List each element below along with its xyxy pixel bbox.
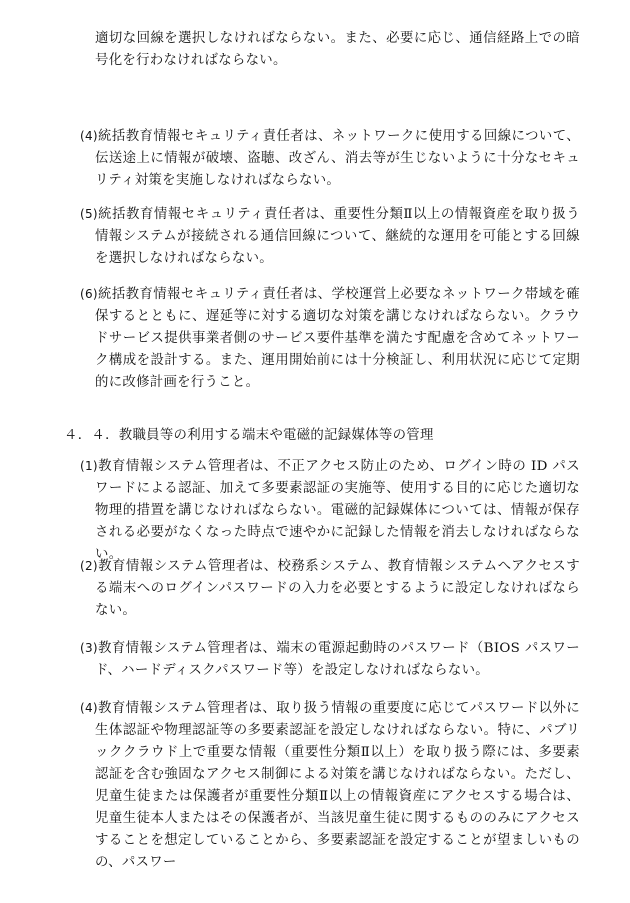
item-text: 教育情報システム管理者は、校務系システム、教育情報システムへアクセスする端末へのログインパスワードの入力を必要とするように設定しなければならない。 (95, 559, 580, 618)
list-item-4-4-3 (80, 637, 580, 682)
item-number: (4) (80, 701, 98, 715)
item-text: 教育情報システム管理者は、不正アクセス防止のため、ログイン時の ID パスワードによる認証、加えて多要素認証の実施等、使用する目的に応じた適切な物理的措置を講じなければならない。電磁的記録媒体については、情報が保存される必要がなくなった時点で速やかに記録した情報を消去しなければならない。 (95, 459, 580, 562)
paragraph-continuation: 適切な回線を選択しなければならない。また、必要に応じ、通信経路上での暗号化を行わなければならない。 (95, 31, 580, 68)
item-text: 教育情報システム管理者は、取り扱う情報の重要度に応じてパスワード以外に生体認証や物理認証等の多要素認証を設定しなければならない。特に、パブリッククラウド上で重要な情報（重要性分類Ⅱ以上）を取り扱う際には、多要素認証を含む強固なアクセス制御による対策を講じなければならない。ただし、児童生徒または保護者が重要性分類Ⅱ以上の情報資産にアクセスする場合は、児童生徒本人またはその保護者が、当該児童生徒に関するもののみにアクセスすることを想定していることから、多要素認証を設定することが望ましいものの、パスワー (95, 701, 580, 870)
item-number: (5) (80, 207, 98, 221)
item-text: 統括教育情報セキュリティ責任者は、重要性分類Ⅱ以上の情報資産を取り扱う情報システムが接続される通信回線について、継続的な運用を可能とする回線を選択しなければならない。 (95, 207, 580, 266)
list-item-4-4-2 (80, 555, 580, 622)
item-number: (2) (80, 559, 98, 573)
item-text: 教育情報システム管理者は、端末の電源起動時のパスワード（BIOS パスワード、ハードディスクパスワード等）を設定しなければならない。 (95, 641, 580, 678)
item-text: 統括教育情報セキュリティ責任者は、学校運営上必要なネットワーク帯域を確保するとともに、遅延等に対する適切な対策を講じなければならない。クラウドサービス提供事業者側のサービス要件基準を満たす配慮を含めてネットワーク構成を設計する。また、運用開始前には十分検証し、利用状況に応じて定期的に改修計画を行うこと。 (95, 287, 580, 390)
list-item-4-4-1 (80, 455, 580, 566)
list-item-4-4-4 (80, 697, 580, 874)
item-number: (3) (80, 641, 98, 655)
list-item-4-3-4 (80, 125, 580, 192)
item-number: (6) (80, 287, 98, 301)
item-text: 統括教育情報セキュリティ責任者は、ネットワークに使用する回線について、伝送途上に情報が破壊、盗聴、改ざん、消去等が生じないように十分なセキュリティ対策を実施しなければならない。 (95, 129, 580, 188)
item-number: (4) (80, 129, 98, 143)
list-item-4-3-6 (80, 283, 580, 394)
list-item-4-3-5 (80, 203, 580, 270)
section-heading: ４．４．教職員等の利用する端末や電磁的記録媒体等の管理 (64, 428, 434, 443)
item-number: (1) (80, 459, 98, 473)
